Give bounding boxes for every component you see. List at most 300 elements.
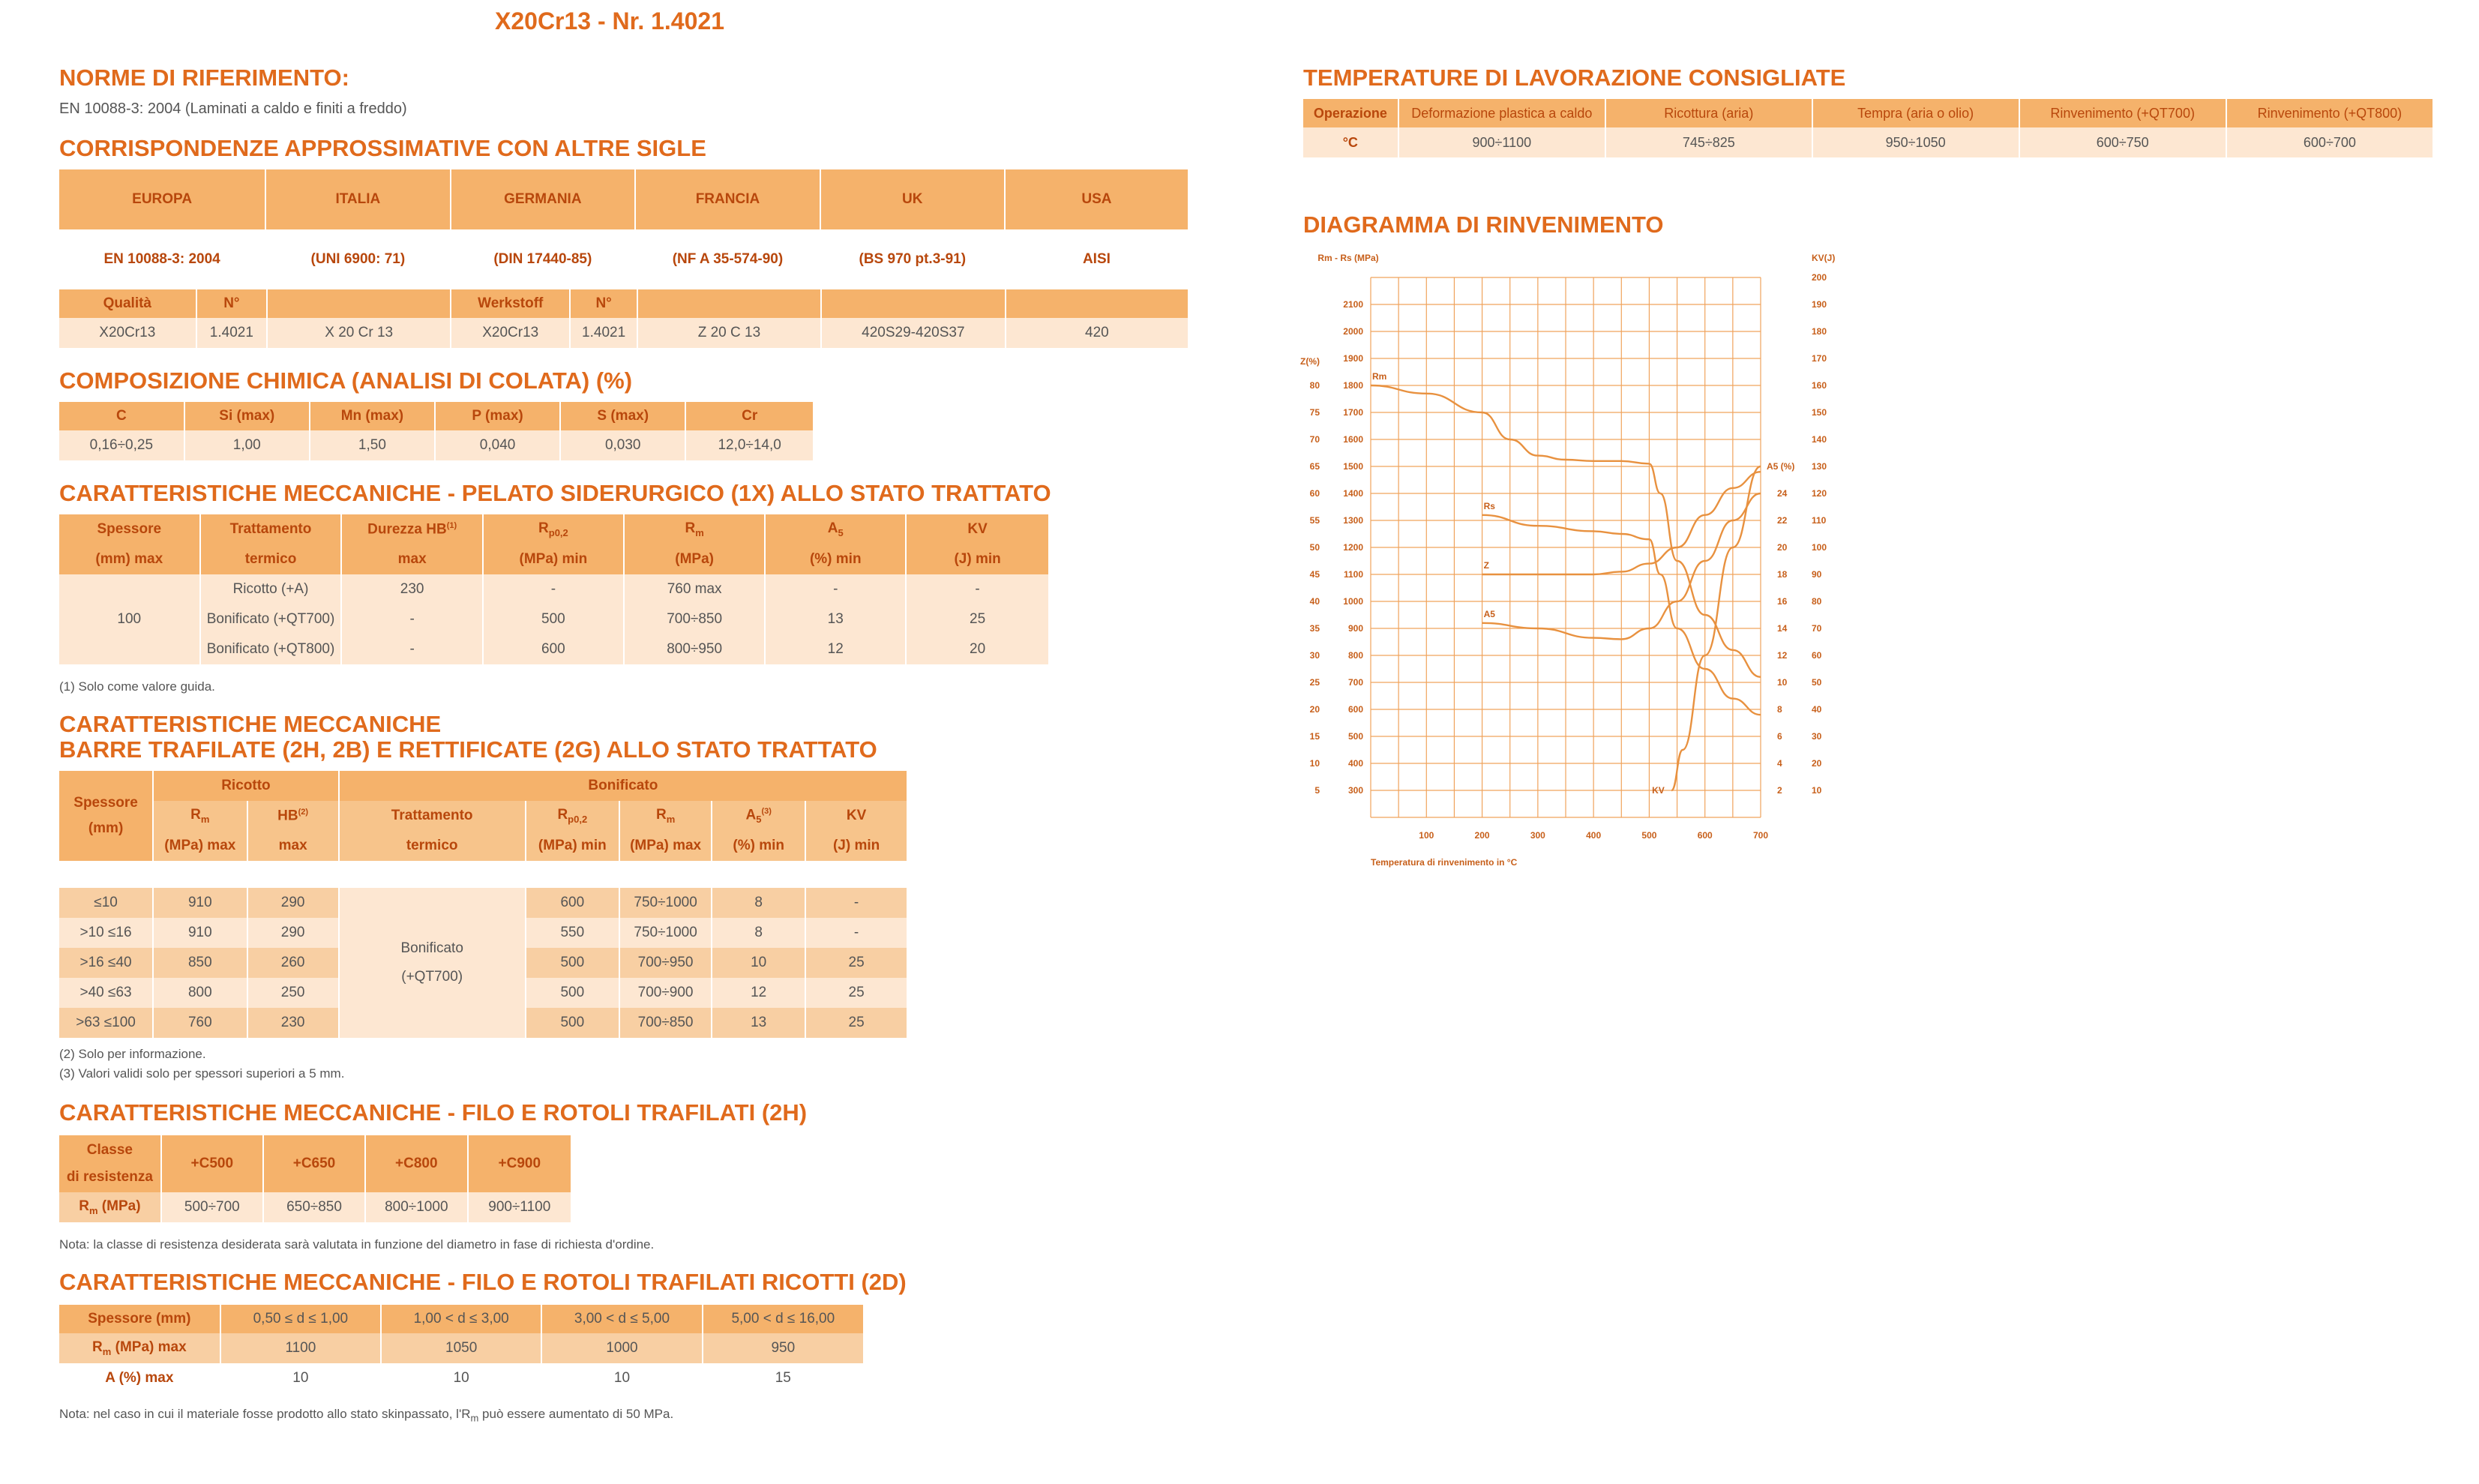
filo2h-note: Nota: la classe di resistenza desiderata sarà valutata in funzione del diametro in fase di richiesta d'ordine.: [59, 1237, 655, 1252]
corr-value: 1.4021: [570, 318, 637, 348]
sub-header: N°: [570, 289, 637, 318]
x-tick-label: 700: [1752, 830, 1769, 841]
mech1-h: Trattamento: [200, 514, 342, 544]
table-cell: 25: [848, 985, 865, 1000]
filo2d-rm-value: 950: [771, 1340, 796, 1356]
a5-tick-label: 2: [1777, 785, 1782, 796]
chem-header: C: [59, 402, 184, 430]
table-cell: 13: [712, 1008, 805, 1038]
chem-value: 0,030: [560, 430, 685, 460]
mech2-sp-h1: Spessore: [73, 795, 138, 811]
filo2d-note: [59, 1407, 673, 1423]
kv-tick-label: 70: [1812, 623, 1822, 634]
mech1-h2: termico: [200, 544, 342, 574]
x-tick-label: 200: [1474, 830, 1490, 841]
mech2-h2: (%) min: [712, 831, 805, 861]
y-tick-label: 1300: [1343, 515, 1363, 526]
mech1-h: [624, 514, 765, 544]
temp-value: 600÷700: [2303, 134, 2356, 150]
mech2-hb: HB: [277, 808, 298, 824]
mech1-h: [341, 514, 482, 544]
table-cell: >40 ≤63: [59, 978, 153, 1008]
kv-tick-label: 130: [1812, 461, 1827, 472]
chem-header: S (max): [560, 402, 685, 430]
mech2-tratt-cell: [339, 888, 526, 1038]
mech1-a: A: [827, 520, 838, 537]
filo2d-a-value: 10: [220, 1363, 381, 1393]
kv-axis-label: KV(J): [1812, 253, 1836, 263]
tempering-diagram: [1300, 240, 1843, 868]
table-cell: 500: [526, 978, 619, 1008]
table-cell: 800÷950: [624, 634, 765, 664]
sub-header: [821, 289, 1006, 318]
filo2d-note-pre: Nota: nel caso in cui il materiale fosse prodotto allo stato skinpassato, l'R: [59, 1407, 471, 1421]
table-cell: 25: [970, 611, 986, 627]
kv-tick-label: 160: [1812, 380, 1827, 391]
y-tick-label: 800: [1347, 650, 1363, 661]
kv-tick-label: 110: [1812, 515, 1827, 526]
table-cell: 10: [712, 948, 805, 978]
mech2-h: Trattamento: [339, 801, 526, 831]
kv-tick-label: 50: [1812, 677, 1822, 688]
mech2-rmb-sub: m: [666, 813, 676, 825]
mech2-h: [247, 801, 339, 831]
mech2-note1: (2) Solo per informazione.: [59, 1047, 206, 1061]
mech2-rp: R: [557, 807, 568, 823]
y-tick-label: 1700: [1343, 407, 1363, 418]
chem-value: 0,16÷0,25: [59, 430, 184, 460]
kv-tick-label: 90: [1812, 569, 1822, 580]
filo2h-h1: Classe: [86, 1142, 133, 1158]
kv-tick-label: 30: [1812, 731, 1822, 742]
filo2d-a-value: 10: [381, 1363, 541, 1393]
mech1-rp-sub: p0,2: [548, 526, 568, 538]
table-cell: 8: [712, 918, 805, 948]
filo2h-class: +C500: [161, 1135, 263, 1192]
filo2d-range: 5,00 < d ≤ 16,00: [731, 1311, 835, 1327]
table-cell: 760 max: [624, 574, 765, 604]
mech2-h2: termico: [339, 831, 526, 861]
table-cell: -: [341, 604, 482, 634]
chem-header: Si (max): [184, 402, 310, 430]
kv-tick-label: 40: [1812, 704, 1822, 715]
mech1-h2: (J) min: [954, 551, 1001, 567]
corr-value: Z 20 C 13: [637, 318, 821, 348]
y-tick-label: 1000: [1343, 596, 1363, 607]
table-cell: 850: [153, 948, 247, 978]
sub-header: N°: [196, 289, 268, 318]
mech2-heading2: BARRE TRAFILATE (2H, 2B) E RETTIFICATE (2G) ALLO STATO TRATTATO: [59, 736, 877, 763]
mech1-h: [483, 514, 624, 544]
z-tick-label: 40: [1309, 596, 1320, 607]
filo2d-note-sub: m: [470, 1412, 479, 1424]
table-cell: 600: [483, 634, 624, 664]
table-cell: 760: [153, 1008, 247, 1038]
a5-tick-label: 4: [1777, 758, 1782, 769]
chem-header: Mn (max): [310, 402, 435, 430]
y-tick-label: 600: [1347, 704, 1363, 715]
mech2-h: [526, 801, 619, 831]
z-tick-label: 70: [1309, 434, 1320, 445]
filo2h-value: 900÷1100: [488, 1199, 551, 1215]
standard-cell: (NF A 35-574-90): [635, 229, 820, 289]
y-tick-label: 1600: [1343, 434, 1363, 445]
x-axis-label: Temperatura di rinvenimento in °C: [1371, 857, 1518, 868]
a5-tick-label: 20: [1777, 542, 1788, 553]
chem-value: 12,0÷14,0: [718, 437, 781, 453]
chem-header: Cr: [742, 408, 758, 424]
z-tick-label: 10: [1309, 758, 1320, 769]
table-cell: Bonificato (+QT700): [200, 604, 342, 634]
a5-tick-label: 18: [1777, 569, 1788, 580]
table-cell: 290: [247, 888, 339, 918]
series-label-z: Z: [1483, 560, 1489, 571]
table-cell: -: [483, 574, 624, 604]
table-cell: -: [975, 581, 980, 597]
mech2-bonificato-h: Bonificato: [339, 771, 907, 801]
filo2d-a-value: 10: [541, 1363, 702, 1393]
y-tick-label: 400: [1347, 758, 1363, 769]
filo2d-rm-label: [59, 1333, 220, 1363]
filo2d-rm: R: [92, 1339, 103, 1356]
filo2h-rm-unit: (MPa): [97, 1198, 141, 1215]
a5-tick-label: 8: [1777, 704, 1782, 715]
kv-tick-label: 10: [1812, 785, 1822, 796]
mech1-a-sub: 5: [838, 526, 844, 538]
mech1-h2: (mm) max: [59, 544, 200, 574]
z-tick-label: 55: [1309, 515, 1320, 526]
mech1-h2: (MPa) min: [483, 544, 624, 574]
filo2d-rm-value: 1050: [381, 1333, 541, 1363]
a5-tick-label: 14: [1777, 623, 1788, 634]
corr-value: 1.4021: [196, 318, 268, 348]
table-cell: 800: [153, 978, 247, 1008]
filo2d-rm-value: 1100: [220, 1333, 381, 1363]
kv-tick-label: 190: [1812, 299, 1827, 310]
table-cell: 500: [483, 604, 624, 634]
mech1-h: Spessore: [59, 514, 200, 544]
mech1-rp: R: [538, 520, 549, 537]
chem-heading: COMPOSIZIONE CHIMICA (ANALISI DI COLATA) (%): [59, 367, 633, 394]
a5-tick-label: 6: [1777, 731, 1782, 742]
mech2-rm-sub: m: [200, 813, 210, 825]
temp-op: Deformazione plastica a caldo: [1398, 99, 1605, 127]
kv-tick-label: 200: [1812, 272, 1827, 283]
table-cell: -: [765, 574, 906, 604]
mech1-h: [765, 514, 906, 544]
filo2h-rm-label: [59, 1192, 161, 1222]
chem-value: 0,040: [435, 430, 560, 460]
table-cell: 260: [247, 948, 339, 978]
corr-value: X20Cr13: [451, 318, 570, 348]
filo2d-range: 0,50 ≤ d ≤ 1,00: [220, 1305, 381, 1333]
z-tick-label: 80: [1309, 380, 1320, 391]
mech2-heading1: CARATTERISTICHE MECCANICHE: [59, 711, 442, 737]
country-header: USA: [1081, 191, 1112, 207]
kv-tick-label: 170: [1812, 353, 1827, 364]
sub-header: [637, 289, 821, 318]
filo2d-a-value: 15: [775, 1370, 791, 1386]
temp-value: 600÷750: [2019, 127, 2226, 157]
temp-op: Ricottura (aria): [1605, 99, 1812, 127]
country-header: ITALIA: [265, 169, 450, 229]
a5-tick-label: 10: [1777, 677, 1788, 688]
mech2-a-sub: 5: [756, 814, 762, 826]
y-tick-label: 1200: [1343, 542, 1363, 553]
mech2-h: [619, 801, 712, 831]
kv-tick-label: 100: [1812, 542, 1827, 553]
sub-header: [267, 289, 451, 318]
y-tick-label: 1500: [1343, 461, 1363, 472]
table-cell: >63 ≤100: [59, 1008, 153, 1038]
filo2h-class: +C650: [263, 1135, 365, 1192]
z-tick-label: 65: [1309, 461, 1320, 472]
mech1-rm-sub: m: [695, 526, 704, 538]
mech1-spessore: 100: [59, 574, 200, 664]
table-row: [59, 888, 907, 918]
table-cell: 20: [970, 641, 986, 657]
y-tick-label: 1800: [1343, 380, 1363, 391]
temp-value: 745÷825: [1605, 127, 1812, 157]
table-cell: >10 ≤16: [59, 918, 153, 948]
table-cell: 12: [765, 634, 906, 664]
mech2-h: [712, 801, 805, 831]
standard-cell: EN 10088-3: 2004: [59, 229, 265, 289]
z-axis-label: Z(%): [1300, 356, 1320, 367]
filo2d-range: 1,00 < d ≤ 3,00: [381, 1305, 541, 1333]
corr-heading: CORRISPONDENZE APPROSSIMATIVE CON ALTRE SIGLE: [59, 135, 706, 161]
mech1-h: KV: [967, 521, 988, 537]
chart-title: DIAGRAMMA DI RINVENIMENTO: [1303, 211, 1664, 238]
mech2-tratt-l1: Bonificato: [400, 940, 463, 956]
mech2-note2: (3) Valori validi solo per spessori superiori a 5 mm.: [59, 1066, 345, 1081]
table-cell: 230: [341, 574, 482, 604]
country-header: UK: [820, 169, 1005, 229]
mech2-ricotto-h: Ricotto: [153, 771, 339, 801]
kv-tick-label: 60: [1812, 650, 1822, 661]
table-cell: Bonificato (+QT800): [200, 634, 342, 664]
standard-cell: (DIN 17440-85): [451, 229, 636, 289]
filo2d-range: 3,00 < d ≤ 5,00: [541, 1305, 702, 1333]
z-tick-label: 15: [1309, 731, 1320, 742]
mech2-table: [59, 771, 907, 1038]
mech1-table: [59, 514, 1048, 664]
mech2-h2: (MPa) max: [619, 831, 712, 861]
norme-text: EN 10088-3: 2004 (Laminati a caldo e finiti a freddo): [59, 100, 407, 117]
temp-op: Tempra (aria o olio): [1812, 99, 2019, 127]
table-cell: 910: [153, 918, 247, 948]
table-cell: 290: [247, 918, 339, 948]
table-cell: -: [341, 634, 482, 664]
mech1-rm: R: [685, 520, 696, 537]
y-tick-label: 900: [1347, 623, 1363, 634]
table-cell: 250: [247, 978, 339, 1008]
sub-header: Qualità: [59, 289, 196, 318]
a5-tick-label: 24: [1777, 488, 1788, 499]
temp-op: Rinvenimento (+QT700): [2019, 99, 2226, 127]
mech1-h2: max: [341, 544, 482, 574]
mech1-hb-sup: (1): [446, 520, 457, 530]
standard-cell: AISI: [1082, 251, 1111, 267]
z-tick-label: 20: [1309, 704, 1320, 715]
y-tick-label: 700: [1347, 677, 1363, 688]
filo2h-h: [59, 1135, 161, 1192]
mech2-h: [153, 801, 247, 831]
kv-tick-label: 20: [1812, 758, 1822, 769]
corr-sub-table: [59, 289, 1188, 348]
mech2-rp-sub: p0,2: [568, 813, 588, 825]
z-tick-label: 45: [1309, 569, 1320, 580]
standard-cell: (UNI 6900: 71): [265, 229, 450, 289]
z-tick-label: 25: [1309, 677, 1320, 688]
corr-value: X20Cr13: [59, 318, 196, 348]
series-label-a5: A5: [1483, 608, 1495, 619]
y-tick-label: 500: [1347, 731, 1363, 742]
page-title: X20Cr13 - Nr. 1.4021: [495, 7, 724, 34]
mech2-h2: (J) min: [832, 838, 880, 853]
filo2h-value: 500÷700: [161, 1192, 263, 1222]
a5-tick-label: 16: [1777, 596, 1788, 607]
table-cell: 230: [247, 1008, 339, 1038]
z-tick-label: 75: [1309, 407, 1320, 418]
z-tick-label: 60: [1309, 488, 1320, 499]
filo2h-value: 800÷1000: [365, 1192, 467, 1222]
mech2-h: KV: [846, 808, 867, 823]
chem-value: 1,00: [184, 430, 310, 460]
mech2-spessore-h: [59, 771, 153, 861]
chem-header: P (max): [435, 402, 560, 430]
x-tick-label: 100: [1419, 830, 1434, 841]
temp-value: 900÷1100: [1398, 127, 1605, 157]
mech2-h2: (MPa) min: [526, 831, 619, 861]
kv-tick-label: 150: [1812, 407, 1827, 418]
table-cell: 750÷1000: [619, 888, 712, 918]
table-cell: 910: [153, 888, 247, 918]
filo2d-rm-value: 1000: [541, 1333, 702, 1363]
mech2-a: A: [745, 807, 757, 823]
table-cell: 8: [712, 888, 805, 918]
y-tick-label: 1100: [1343, 569, 1363, 580]
sub-header: Werkstoff: [451, 289, 570, 318]
a5-axis-label: A5 (%): [1767, 461, 1795, 472]
series-label-rm: Rm: [1372, 371, 1387, 382]
mech2-sp-h2: (mm): [88, 820, 124, 836]
mech1-h2: (%) min: [765, 544, 906, 574]
y-tick-label: 2000: [1343, 326, 1363, 337]
filo2h-rm-sub: m: [88, 1204, 98, 1216]
filo2d-rm-sub: m: [102, 1345, 112, 1357]
y-tick-label: 300: [1347, 785, 1363, 796]
filo2d-rm-unit: (MPa) max: [111, 1339, 187, 1356]
kv-tick-label: 180: [1812, 326, 1827, 337]
filo2d-a-label: A (%) max: [59, 1363, 220, 1393]
filo2h-rm: R: [79, 1198, 89, 1215]
sub-header: [1006, 289, 1188, 318]
standard-cell: (BS 970 pt.3-91): [820, 229, 1005, 289]
mech1-note: (1) Solo come valore guida.: [59, 679, 215, 694]
filo2h-heading: CARATTERISTICHE MECCANICHE - FILO E ROTOLI TRAFILATI (2H): [59, 1099, 808, 1126]
table-cell: 550: [526, 918, 619, 948]
mech2-h2: (MPa) max: [153, 831, 247, 861]
chem-value: 1,50: [310, 430, 435, 460]
corr-value: 420S29-420S37: [821, 318, 1006, 348]
filo2d-heading: CARATTERISTICHE MECCANICHE - FILO E ROTOLI TRAFILATI RICOTTI (2D): [59, 1269, 907, 1295]
table-cell: ≤10: [59, 888, 153, 918]
country-header: FRANCIA: [635, 169, 820, 229]
corr-value: 420: [1085, 325, 1109, 340]
a5-tick-label: 22: [1777, 515, 1788, 526]
table-cell: 12: [712, 978, 805, 1008]
y-axis-label: Rm - Rs (MPa): [1317, 253, 1379, 263]
table-cell: 700÷850: [624, 604, 765, 634]
norme-heading: NORME DI RIFERIMENTO:: [59, 64, 349, 91]
table-cell: >16 ≤40: [59, 948, 153, 978]
mech2-hb-sup: (2): [298, 807, 309, 817]
x-tick-label: 500: [1641, 830, 1657, 841]
y-tick-label: 1900: [1343, 353, 1363, 364]
mech2-rm: R: [190, 807, 201, 823]
x-tick-label: 300: [1530, 830, 1545, 841]
country-header: GERMANIA: [451, 169, 636, 229]
table-cell: 750÷1000: [619, 918, 712, 948]
z-tick-label: 50: [1309, 542, 1320, 553]
kv-tick-label: 120: [1812, 488, 1827, 499]
mech2-a-sup: (3): [761, 806, 772, 816]
series-label-rs: Rs: [1483, 500, 1495, 511]
mech2-rmb: R: [655, 807, 667, 823]
mech1-heading: CARATTERISTICHE MECCANICHE - PELATO SIDERURGICO (1X) ALLO STATO TRATTATO: [59, 480, 1051, 506]
country-header: EUROPA: [59, 169, 265, 229]
mech1-hb: Durezza HB: [367, 521, 447, 538]
kv-tick-label: 80: [1812, 596, 1822, 607]
temp-row2-label: °C: [1303, 127, 1398, 157]
z-tick-label: 30: [1309, 650, 1320, 661]
table-cell: -: [853, 925, 859, 940]
filo2h-value: 650÷850: [263, 1192, 365, 1222]
table-cell: 500: [526, 1008, 619, 1038]
x-tick-label: 600: [1697, 830, 1713, 841]
table-cell: 25: [848, 955, 865, 970]
filo2h-class: +C900: [498, 1156, 541, 1171]
table-cell: 500: [526, 948, 619, 978]
table-cell: 700÷850: [619, 1008, 712, 1038]
y-tick-label: 1400: [1343, 488, 1363, 499]
x-tick-label: 400: [1586, 830, 1602, 841]
table-cell: 25: [848, 1015, 865, 1030]
table-cell: Ricotto (+A): [200, 574, 342, 604]
corr-value: X 20 Cr 13: [267, 318, 451, 348]
series-label-kv: KV: [1652, 785, 1665, 796]
filo2d-table: [59, 1305, 863, 1393]
mech2-h2: max: [247, 831, 339, 861]
a5-tick-label: 12: [1777, 650, 1788, 661]
table-cell: -: [853, 895, 859, 910]
temp-table: [1303, 99, 2433, 157]
filo2d-h: Spessore (mm): [59, 1305, 220, 1333]
table-cell: 700÷950: [619, 948, 712, 978]
z-tick-label: 35: [1309, 623, 1320, 634]
table-cell: 600: [526, 888, 619, 918]
temp-op: Rinvenimento (+QT800): [2257, 105, 2403, 121]
mech1-h2: (MPa): [624, 544, 765, 574]
table-cell: 700÷900: [619, 978, 712, 1008]
filo2d-note-post: può essere aumentato di 50 MPa.: [478, 1407, 674, 1421]
filo2h-table: [59, 1135, 571, 1222]
z-tick-label: 5: [1314, 785, 1320, 796]
corr-table: [59, 169, 1188, 289]
table-cell: 13: [765, 604, 906, 634]
temp-value: 950÷1050: [1812, 127, 2019, 157]
